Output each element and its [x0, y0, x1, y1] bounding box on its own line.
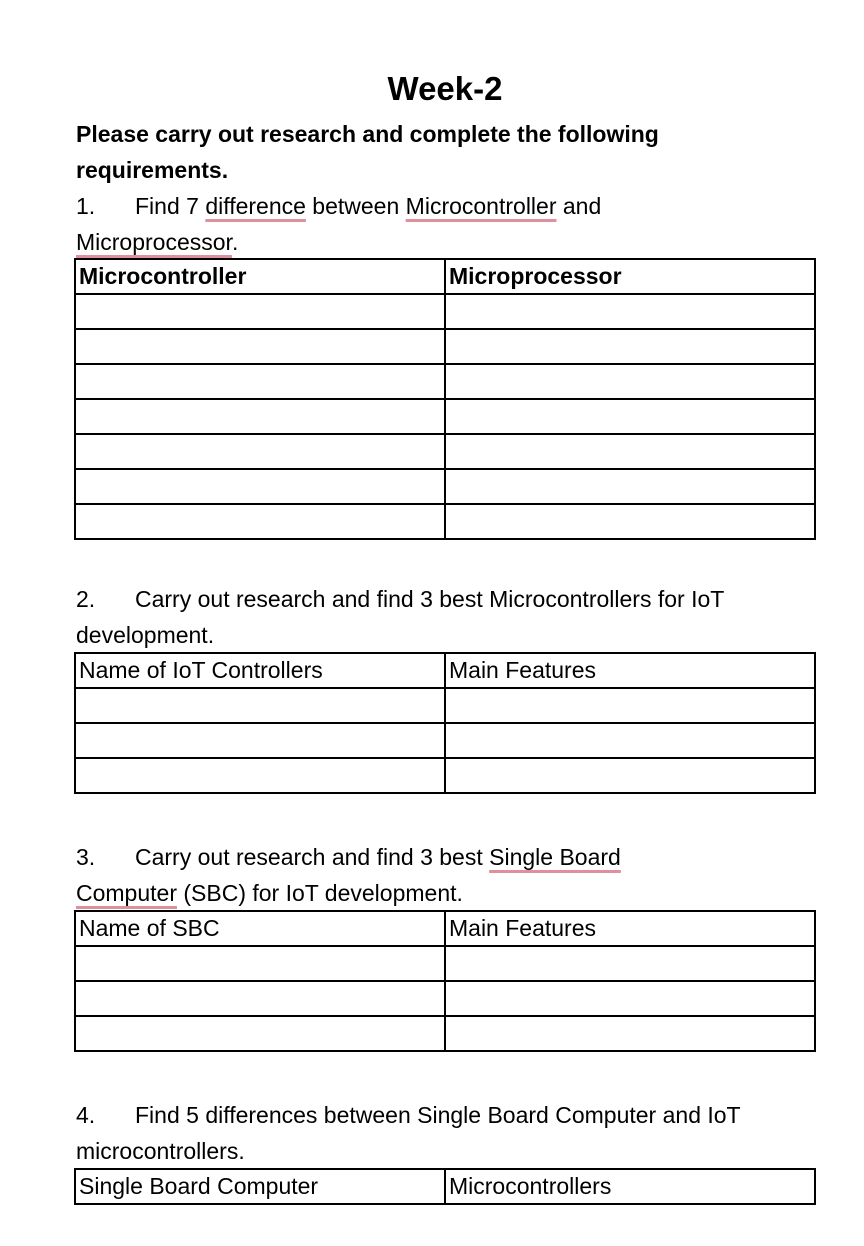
table-cell[interactable]	[445, 946, 815, 981]
question-2	[76, 581, 816, 653]
question-2-number: 2.	[76, 586, 96, 612]
header-cell: Microcontroller	[75, 259, 445, 294]
table-cell[interactable]	[445, 434, 815, 469]
table-q4	[74, 1168, 816, 1205]
table-cell[interactable]	[445, 981, 815, 1016]
question-2-text: Carry out research and find 3 best Microcontrollers for IoT development.	[76, 586, 724, 648]
spellcheck-word[interactable]: difference	[205, 193, 306, 219]
table-q3	[74, 910, 816, 1052]
spellcheck-word[interactable]: Single Board	[489, 844, 621, 870]
question-1-text: between	[305, 193, 406, 219]
table-row	[75, 723, 815, 758]
table-cell[interactable]	[75, 981, 445, 1016]
table-row	[75, 758, 815, 793]
table-cell[interactable]	[75, 329, 445, 364]
question-1-text: Find 7	[135, 193, 206, 219]
table-cell[interactable]	[445, 469, 815, 504]
table-cell[interactable]	[75, 399, 445, 434]
question-4-text: Find 5 differences between Single Board Computer and IoT microcontrollers.	[76, 1102, 741, 1164]
intro-text: Please carry out research and complete the following requirements.	[76, 121, 659, 183]
question-3-text: (SBC) for IoT development.	[176, 880, 463, 906]
table-cell[interactable]	[75, 504, 445, 539]
header-cell: Single Board Computer	[75, 1169, 445, 1204]
table-cell[interactable]	[445, 399, 815, 434]
table-cell[interactable]	[75, 723, 445, 758]
spellcheck-word[interactable]: Microprocessor	[76, 229, 232, 255]
table-row	[75, 329, 815, 364]
table-header-row	[75, 1169, 815, 1204]
table-row	[75, 688, 815, 723]
table-row	[75, 294, 815, 329]
table-cell[interactable]	[445, 688, 815, 723]
table-row	[75, 364, 815, 399]
table-q1	[74, 258, 816, 540]
spellcheck-word[interactable]: Computer	[76, 880, 177, 906]
table-row	[75, 981, 815, 1016]
table-cell[interactable]	[75, 469, 445, 504]
header-cell: Microprocessor	[445, 259, 815, 294]
table-cell[interactable]	[445, 364, 815, 399]
table-row	[75, 469, 815, 504]
table-cell[interactable]	[445, 504, 815, 539]
table-header-row	[75, 259, 815, 294]
spellcheck-word[interactable]: Microcontroller	[405, 193, 557, 219]
question-1-text: .	[231, 229, 239, 255]
table-cell[interactable]	[75, 688, 445, 723]
table-cell[interactable]	[75, 1016, 445, 1051]
header-cell: Main Features	[445, 653, 815, 688]
table-q2	[74, 652, 816, 794]
table-row	[75, 504, 815, 539]
header-cell: Name of SBC	[75, 911, 445, 946]
question-1-text: and	[556, 193, 602, 219]
table-cell[interactable]	[445, 723, 815, 758]
page-title: Week-2	[387, 70, 503, 107]
table-cell[interactable]	[75, 758, 445, 793]
table-cell[interactable]	[445, 758, 815, 793]
table-row	[75, 1016, 815, 1051]
question-3-text: Carry out research and find 3 best	[135, 844, 490, 870]
question-1	[76, 188, 816, 260]
question-4-number: 4.	[76, 1102, 96, 1128]
table-cell[interactable]	[445, 329, 815, 364]
question-3-number: 3.	[76, 844, 96, 870]
table-cell[interactable]	[445, 1016, 815, 1051]
table-row	[75, 434, 815, 469]
header-cell: Name of IoT Controllers	[75, 653, 445, 688]
table-cell[interactable]	[75, 946, 445, 981]
table-row	[75, 399, 815, 434]
header-cell: Main Features	[445, 911, 815, 946]
table-header-row	[75, 911, 815, 946]
table-header-row	[75, 653, 815, 688]
question-1-number: 1.	[76, 193, 96, 219]
table-cell[interactable]	[75, 294, 445, 329]
header-cell: Microcontrollers	[445, 1169, 815, 1204]
table-cell[interactable]	[75, 434, 445, 469]
question-4	[76, 1097, 816, 1169]
table-row	[75, 946, 815, 981]
table-cell[interactable]	[445, 294, 815, 329]
question-3	[76, 839, 816, 911]
table-cell[interactable]	[75, 364, 445, 399]
